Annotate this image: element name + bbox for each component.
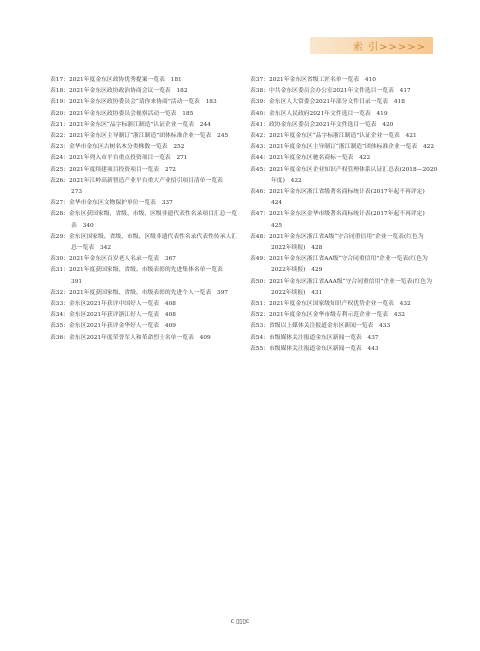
index-entry: 表35：金东区2021年获评金华好人一览表 409 — [50, 323, 176, 330]
index-entry: 表34：金东区2021年获评浙江好人一览表 408 — [50, 312, 176, 319]
index-entry: 表23：金华市金东区古树名木分类株数一览表 252 — [50, 144, 185, 151]
index-entry: 表37：2021年金东区省级工匠名单一览表 410 — [250, 77, 376, 83]
index-entry: 表30：2021年金东区百岁老人名录一览表 367 — [50, 256, 176, 263]
index-entry: 表17：2021年度金东区政协优秀提案一览表 181 — [50, 77, 182, 83]
index-entry: 表32：2021年度获国家级、省级、市级表彰的先进个人一览表 397 — [50, 289, 229, 296]
index-entry: 表41：政协金东区委员会2021年文件选目一览表 420 — [250, 121, 394, 128]
index-entry: 表26：2021年江岭高新智造产业平台重大产业招引项目清单一览表 273 — [50, 177, 229, 196]
index-entry: 表31：2021年度获国家级、省级、市级表彰的先进集体名单一览表 391 — [50, 267, 229, 285]
index-entry: 表19：2021年金东区政协委员会“请你来协商”活动一览表 183 — [50, 99, 217, 106]
index-entry: 表22：2021年金东区主导制订“浙江制造”团体标准企业一览表 245 — [50, 133, 229, 140]
index-entry: 表39：金东区人大常委会2021年部分文件目录一览表 418 — [250, 99, 405, 106]
index-entry: 表54：市级媒体关注报道金东区新闻一览表 437 — [250, 334, 379, 341]
index-entry: 表47：2021年金东区金华市级著名商标统计表(2017年起不再评定) 425 — [250, 211, 431, 229]
index-entry: 表53：省级以上媒体关注报道金东区新闻一览表 433 — [250, 323, 391, 330]
index-entry: 表55：市级媒体关注报道金东区新闻一览表 443 — [250, 345, 379, 352]
index-entry: 表20：2021年金东区政协委员会视察活动一览表 185 — [50, 110, 194, 117]
index-entry: 表52：2021年度金东区金华市级专利示范企业一览表 432 — [250, 312, 405, 319]
section-title: 索 引>>>>> — [352, 42, 426, 53]
index-entry: 表46：2021年金东区浙江省级著名商标统计表(2017年起不再评定) 424 — [250, 189, 431, 207]
index-entry: 表42：2021年度金东区“品字标浙江制造”认证企业一览表 421 — [250, 133, 417, 140]
index-entry: 表24：2021年列入市平台重点投资项目一览表 271 — [50, 155, 188, 162]
index-entry: 表48：2021年金东区浙江省A级“守合同重信用”企业一览表(红色为2022年续报) 428 — [250, 233, 424, 252]
index-entry: 表33：金东区2021年获评中国好人一览表 408 — [50, 301, 176, 308]
index-entry: 表40：金东区人民政府2021年文件选目一览表 419 — [250, 110, 388, 117]
index-entry: 表29：金东区国家级、省级、市级、区级非遗代表性名录代表性传承人汇总一览表 342 — [50, 233, 238, 252]
index-entry: 表21：2021年金东区“品字标浙江制造”认证企业一览表 244 — [50, 121, 211, 128]
index-entry: 表36：金东区2021年度荣誉军人和革命烈士名单一览表 409 — [50, 334, 211, 341]
index-entry: 表28：金东区获国家级、省级、市级、区级非遗代表性名录项目汇总一览表 340 — [50, 211, 238, 229]
index-entry: 表44：2021年度金东区驰名商标一览表 422 — [250, 155, 371, 162]
index-column-right — [250, 75, 438, 355]
index-entry: 表45：2021年度金东区企业知识产权管理体系认证汇总表(2018—2020年度) 422 — [250, 166, 438, 184]
index-entry: 表49：2021年金东区浙江省AA级“守合同重信用”企业一览表(红色为2022年续报) 429 — [250, 256, 428, 274]
index-entry: 表50：2021年金东区浙江省AAA级“守合同重信用”企业一览表(红色为2022年续报) 431 — [250, 278, 433, 296]
index-column-left — [50, 75, 238, 344]
index-entry: 表27：金华市金东区文物保护单位一览表 337 — [50, 200, 173, 207]
index-entry: 表18：2021年金东区政协政治协商会议一览表 182 — [50, 88, 188, 95]
index-entry: 表25：2021年度续建项目投资项目一览表 272 — [50, 166, 176, 173]
page-footer: c ▯▯▯c — [230, 618, 250, 625]
index-entry: 表38：中共金东区委员会办公室2021年文件选目一览表 417 — [250, 88, 411, 95]
index-entry: 表51：2021年度金东区国家级知识产权优势企业一览表 432 — [250, 301, 411, 308]
index-entry: 表43：2021年度金东区主导制订“浙江制造”团体标准企业一览表 422 — [250, 144, 435, 151]
